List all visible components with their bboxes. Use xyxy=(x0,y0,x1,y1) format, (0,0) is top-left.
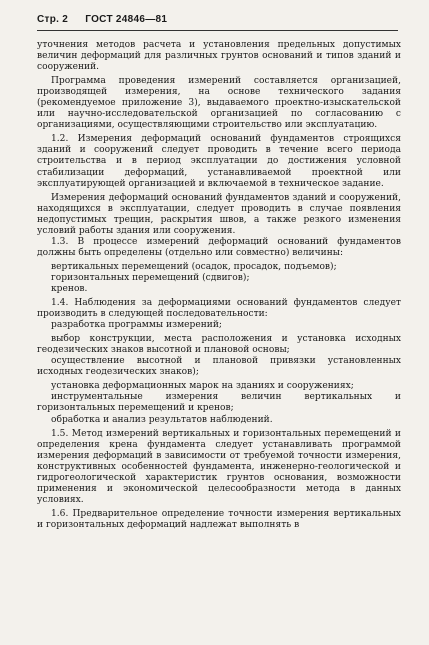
paragraph: установка деформационных марок на зданиях и сооружениях; xyxy=(51,381,354,392)
paragraph: кренов. xyxy=(51,283,88,294)
paragraph: 1.2. Измерения деформаций оснований фундаментов строящихся зданий и сооружений следует проводить в течение всего периода строительства и в период эксплуатации до достижения условной стабилизации деформаций, устанавливаемой проектной или эксплуатирующей организацией и включаемой в техническое задание. xyxy=(37,134,401,189)
paragraph: обработка и анализ результатов наблюдений. xyxy=(51,414,273,425)
paragraph: выбор конструкции, места расположения и установка исходных геодезических знаков высотной и плановой основы; xyxy=(37,334,401,356)
paragraph: Измерения деформаций оснований фундаментов зданий и сооружений, находящихся в эксплуатации, следует проводить в случае появления недопустимых трещин, раскрытия швов, а также резкого изменения условий работы здания или сооружения. xyxy=(37,192,401,236)
page-header xyxy=(37,14,181,25)
paragraph: 1.5. Метод измерений вертикальных и горизонтальных перемещений и определения крена фундамента следует устанавливать программой измерения деформаций в зависимости от требуемой точности измерения, конструктивных особенностей фундамента, инженерно-геологической и гидрогеологической характеристик грунтов основания, возможности применения и экономической целесообразности метода в данных условиях. xyxy=(37,428,401,505)
paragraph: Программа проведения измерений составляется организацией, производящей измерения, на основе технического задания (рекомендуемое приложение 3), выдаваемого проектно-изыскательской или научно-исследовательской организацией по согласованию с организациями, осуществляющими строительство или эксплуатацию. xyxy=(37,76,401,131)
header-rule xyxy=(37,30,398,31)
paragraph: горизонтальных перемещений (сдвигов); xyxy=(51,272,250,283)
paragraph: инструментальные измерения величин вертикальных и горизонтальных перемещений и кренов; xyxy=(37,392,401,414)
paragraph: 1.4. Наблюдения за деформациями оснований фундаментов следует производить в следующей последовательности: xyxy=(37,298,401,320)
paragraph: осуществление высотной и плановой привязки установленных исходных геодезических знаков); xyxy=(37,356,401,378)
paragraph: 1.3. В процессе измерений деформаций оснований фундаментов должны быть определены (отдельно или совместно) величины: xyxy=(37,236,401,258)
paragraph: вертикальных перемещений (осадок, просадок, подъемов); xyxy=(51,261,337,272)
page-number: Стр. 2 xyxy=(37,14,69,25)
paragraph: разработка программы измерений; xyxy=(51,320,222,331)
paragraph: уточнения методов расчета и установления предельных допустимых величин деформаций для различных грунтов оснований и типов зданий и сооружений. xyxy=(37,40,401,73)
paragraph: 1.6. Предварительное определение точности измерения вертикальных и горизонтальных деформаций надлежат выполнять в xyxy=(37,508,401,530)
body-text xyxy=(37,40,401,531)
standard-code: ГОСТ 24846—81 xyxy=(85,14,168,25)
